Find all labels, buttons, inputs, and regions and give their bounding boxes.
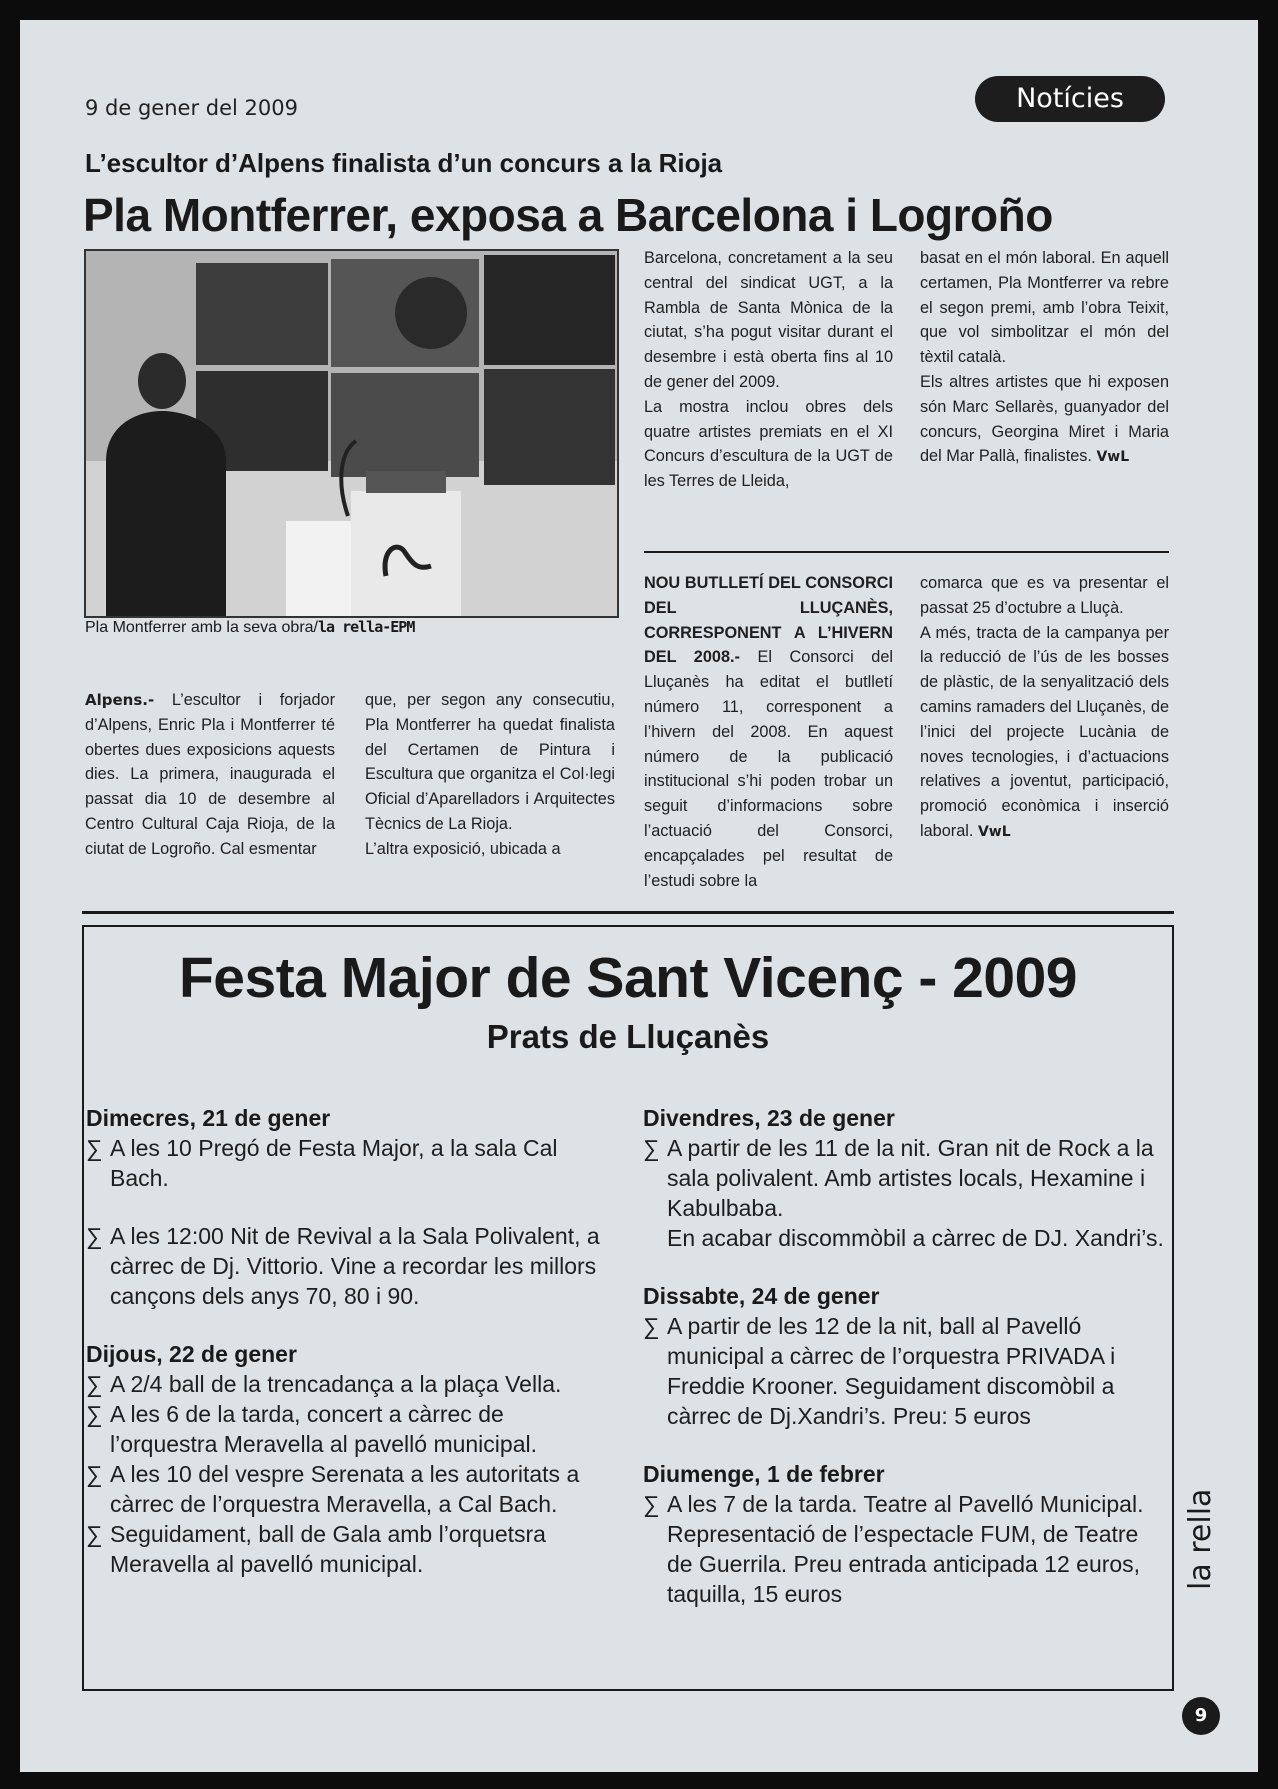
article1-column-2 — [365, 688, 615, 862]
day-heading: Dijous, 22 de gener — [86, 1341, 297, 1367]
section-badge: Notícies — [975, 76, 1165, 122]
article2-lead: NOU BUTLLETÍ DEL CONSORCI DEL LLUÇANÈS, CORRESPONENT A L’HIVERN DEL 2008.- — [644, 574, 893, 667]
article1-col4-p1: basat en el món laboral. En aquell certamen, Pla Montferrer va rebre el segon premi, amb l’obra Teixit, que vol simbolitzar el món del tèxtil català. — [920, 249, 1169, 367]
event-text: A 2/4 ball de la trencadança a la plaça Vella. — [110, 1371, 562, 1397]
article1-col1-text: L’escultor i forjador d’Alpens, Enric Pla i Montferrer té obertes dues exposicions aquests dies. La primera, inaugurada el passat dia 10 de desembre al Centro Cultural Caja Rioja, de la ciutat de Logroño. Cal esmentar — [85, 691, 335, 858]
article1-column-4 — [920, 246, 1169, 470]
issue-date: 9 de gener del 2009 — [85, 96, 298, 120]
event-item — [86, 1399, 606, 1459]
event-item — [86, 1221, 606, 1311]
article1-col3-p2: La mostra inclou obres dels quatre artistes premiats en el XI Concurs d’escultura de la UGT de les Terres de Lleida, — [644, 397, 893, 491]
caption-credit: la rella-EPM — [318, 618, 415, 636]
article-headline: Pla Montferrer, exposa a Barcelona i Logroño — [83, 189, 1053, 241]
article1-column-3 — [644, 246, 893, 494]
event-text: A partir de les 11 de la nit. Gran nit de Rock a la sala polivalent. Amb artistes locals, Hexamine i Kabulbaba. — [667, 1135, 1154, 1221]
photo-illustration — [86, 251, 617, 616]
article-kicker: L’escultor d’Alpens finalista d’un concurs a la Rioja — [85, 148, 723, 178]
day-heading: Dissabte, 24 de gener — [643, 1283, 880, 1309]
publication-name: la rella — [1183, 1488, 1218, 1590]
festa-subtitle: Prats de Lluçanès — [486, 1018, 770, 1055]
article2-column-1 — [644, 571, 893, 893]
festa-column-right — [643, 1103, 1168, 1609]
event-text: A les 12:00 Nit de Revival a la Sala Polivalent, a càrrec de Dj. Vittorio. Vine a recordar les millors cançons dels anys 70, 80 i 90. — [110, 1223, 600, 1309]
event-text: A les 6 de la tarda, concert a càrrec de l’orquestra Meravella al pavelló municipal. — [110, 1401, 537, 1457]
article1-col4-p2 — [920, 370, 1169, 470]
article2-column-2 — [920, 571, 1169, 845]
page-number: 9 — [1182, 1697, 1220, 1735]
sigma-bullet-icon: ∑ — [86, 1371, 103, 1397]
day-heading: Diumenge, 1 de febrer — [643, 1461, 885, 1487]
article2-col2-p2-text: A més, tracta de la campanya per la reducció de l’ús de les bosses de plàstic, de la senyalització dels camins ramaders del Lluçanès, de l’inici del projecte Lucània de noves tecnologies, i d’actuacions relatives a joventut, participació, promoció econòmica i inserció laboral. — [920, 623, 1169, 840]
dateline: Alpens.- — [85, 691, 155, 709]
event-text: A les 7 de la tarda. Teatre al Pavelló Municipal. Representació de l’espectacle FUM, de Teatre de Guerrila. Preu entrada anticipada 12 euros, taquilla, 15 euros — [667, 1491, 1144, 1607]
event-text: A les 10 del vespre Serenata a les autoritats a càrrec de l’orquestra Meravella, a Cal Bach. — [110, 1461, 580, 1517]
event-text: A les 10 Pregó de Festa Major, a la sala Cal Bach. — [110, 1135, 558, 1191]
article1-col3-p1: Barcelona, concretament a la seu central del sindicat UGT, a la Rambla de Santa Mònica de la ciutat, s’ha pogut visitar durant el desembre i està oberta fins al 10 de gener del 2009. — [644, 249, 893, 391]
column-divider — [644, 551, 1169, 553]
article-photo — [84, 249, 619, 618]
sigma-bullet-icon: ∑ — [86, 1521, 103, 1547]
event-item — [86, 1133, 606, 1193]
article1-col2-text: que, per segon any consecutiu, Pla Montferrer ha quedat finalista del Certamen de Pintura i Escultura que organitza el Col·legi Oficial d’Aparelladors i Arquitectes Tècnics de La Rioja. — [365, 691, 615, 833]
article1-col4-p2-text: Els altres artistes que hi exposen són Marc Sellarès, guanyador del concurs, Georgina Miret i Maria del Mar Pallà, finalistes. — [920, 372, 1169, 466]
article1-col2-text-b: L’altra exposició, ubicada a — [365, 839, 561, 858]
event-item — [643, 1133, 1168, 1223]
sigma-bullet-icon: ∑ — [86, 1135, 103, 1161]
article2-signature: VwL — [977, 823, 1011, 840]
photo-caption — [85, 618, 414, 637]
article2-col2-p1: comarca que es va presentar el passat 25 d’octubre a Lluçà. — [920, 574, 1169, 617]
day-heading: Dimecres, 21 de gener — [86, 1105, 331, 1131]
festa-column-left — [86, 1103, 606, 1579]
festa-title: Festa Major de Sant Vicenç - 2009 — [178, 946, 1077, 1010]
event-text: A partir de les 12 de la nit, ball al Pavelló municipal a càrrec de l’orquestra PRIVADA i Freddie Krooner. Seguidament discomòbil a càrrec de Dj.Xandri’s. Preu: 5 euros — [667, 1313, 1116, 1429]
day-heading: Divendres, 23 de gener — [643, 1105, 895, 1131]
event-item — [643, 1489, 1168, 1609]
sigma-bullet-icon: ∑ — [86, 1223, 103, 1249]
article1-signature: VwL — [1096, 449, 1130, 466]
sigma-bullet-icon: ∑ — [86, 1461, 103, 1487]
sigma-bullet-icon: ∑ — [643, 1313, 660, 1339]
sigma-bullet-icon: ∑ — [643, 1491, 660, 1517]
article2-col2-p2 — [920, 621, 1169, 845]
sigma-bullet-icon: ∑ — [86, 1401, 103, 1427]
event-item — [643, 1311, 1168, 1431]
event-item: En acabar discommòbil a càrrec de DJ. Xandri’s. — [667, 1225, 1164, 1251]
section-rule — [82, 911, 1174, 914]
event-text: Seguidament, ball de Gala amb l’orquetsra Meravella al pavelló municipal. — [110, 1521, 546, 1577]
sigma-bullet-icon: ∑ — [643, 1135, 660, 1161]
event-item — [86, 1519, 606, 1579]
article1-column-1 — [85, 688, 335, 862]
event-item — [86, 1459, 606, 1519]
caption-text: Pla Montferrer amb la seva obra/ — [85, 619, 318, 636]
event-item — [86, 1369, 606, 1399]
article2-col1-text: El Consorci del Lluçanès ha editat el butlletí número 11, corresponent a l’hivern del 2008. En aquest número de la publicació institucional s’hi poden trobar un seguit d’informacions sobre l’actuació del Consorci, encapçalades pel resultat de l’estudi sobre la — [644, 648, 893, 890]
